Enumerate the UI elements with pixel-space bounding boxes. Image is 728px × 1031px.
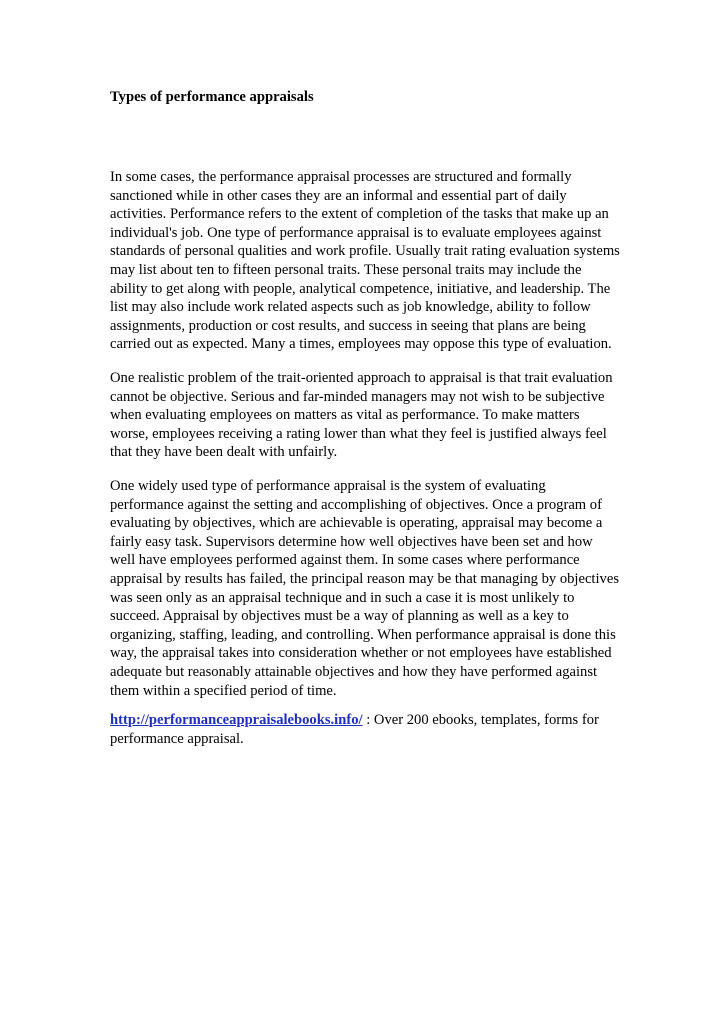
footer-text: : Over 200 ebooks, templates, forms for performance appraisal. (110, 712, 599, 747)
paragraph-trait-rating: In some cases, the performance appraisal processes are structured and formally sanctioned while in other cases they are an informal and essential part of daily activities. Performance refers to the extent of completion of the tasks that make up an individual's job. One type of performance appraisal is to evaluate employees against standards of personal qualities and work profile. Usually trait rating evaluation systems may list about ten to fifteen personal traits. These personal traits may include the ability to get along with people, analytical competence, initiative, and leadership. The list may also include work related aspects such as job knowledge, ability to follow assignments, production or cost results, and success in seeing that plans are being carried out as expected. Many a times, employees may oppose this type of evaluation. (110, 169, 620, 353)
paragraph-trait-problem: One realistic problem of the trait-oriented approach to appraisal is that trait evaluation cannot be objective. Serious and far-minded managers may not wish to be subjective when evaluating employees on matters as vital as performance. To make matters worse, employees receiving a rating lower than what they feel is justified always feel that they have been dealt with unfairly. (110, 370, 613, 461)
document-title: Types of performance appraisals (110, 89, 314, 105)
paragraph-objectives: One widely used type of performance appraisal is the system of evaluating performance against the setting and accomplishing of objectives. Once a program of evaluating by objectives, which are achievable is operating, appraisal may become a fairly easy task. Supervisors determine how well objectives have been set and how well have employees performed against them. In some cases where performance appraisal by results has failed, the principal reason may be that managing by objectives was seen only as an appraisal technique and in such a case it is most unlikely to succeed. Appraisal by objectives must be a way of planning as well as a key to organizing, staffing, leading, and controlling. When performance appraisal is done this way, the appraisal takes into consideration whether or not employees have established adequate but reasonably attainable objectives and how they have performed against them within a specified period of time. (110, 478, 619, 699)
footer-paragraph (110, 711, 620, 748)
ebooks-link[interactable]: http://performanceappraisalebooks.info/ (110, 712, 363, 728)
